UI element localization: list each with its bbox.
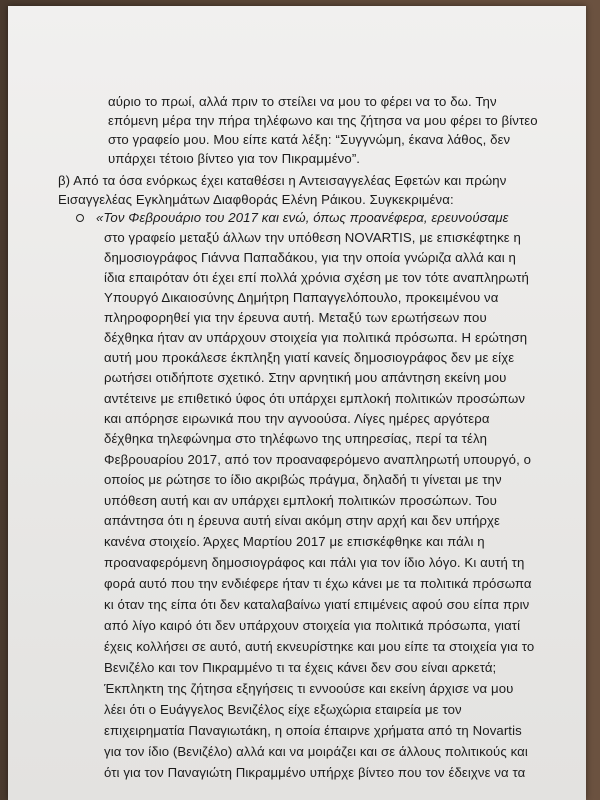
quote-line: πληροφορηθεί για την έρευνα αυτή. Μεταξύ των ερωτήσεων που [104,310,487,325]
quote-line: για τον ίδιο (Βενιζέλο) αλλά και να μοιράζει και σε άλλους πολιτικούς και [104,744,528,759]
intro-line: στο γραφείο μου. Μου είπε κατά λέξη: “Συγγνώμη, έκανα λάθος, δεν [108,132,511,147]
quote-line: και απόρησε ειρωνικά που την αγνοούσα. Λίγες ημέρες αργότερα [104,411,490,426]
quote-line: Υπουργό Δικαιοσύνης Δημήτρη Παπαγγελόπουλο, προκειμένου να [104,290,499,305]
section-b-line: β) Από τα όσα ενόρκως έχει καταθέσει η Αντεισαγγελέας Εφετών και πρώην [58,173,507,188]
bullet-circle-icon [76,214,84,222]
quote-line: Έκπληκτη της ζήτησα εξηγήσεις τι εννοούσε και εκείνη άρχισε να μου [104,681,514,696]
quote-line: οποίος με ρώτησε το ίδιο ακριβώς πράγμα, δηλαδή τι γίνεται με την [104,472,502,487]
quote-line: «Τον Φεβρουάριο του 2017 και ενώ, όπως προανέφερα, ερευνούσαμε [96,210,509,225]
quote-line: από λίγο καιρό ότι δεν υπάρχουν στοιχεία για πολιτικά πρόσωπα, γιατί [104,618,521,633]
intro-line: υπάρχει τέτοιο βίντεο για τον Πικραμμένο”. [108,151,361,166]
quote-line: αντέτεινε με επιθετικό ύφος ότι υπάρχει εμπλοκή πολιτικών προσώπων [104,391,526,406]
document-page [8,6,586,800]
quote-line: έχεις κολλήσει σε αυτό, αυτή εκνευρίστηκε και μου είπε τα στοιχεία για το [104,639,535,654]
quote-line: Βενιζέλο και τον Πικραμμένο τι τα έχεις κάνει δεν σου είναι αρκετά; [104,660,497,675]
quote-line: ότι για τον Παναγιώτη Πικραμμένο υπήρχε βίντεο που τον έδειχνε να τα [104,765,526,780]
intro-line: επόμενη μέρα την πήρα τηλέφωνο και της ζήτησα να μου φέρει το βίντεο [108,113,538,128]
quote-line: αυτή μου προκάλεσε έκπληξη γιατί κανείς δημοσιογράφος δεν με είχε [104,350,515,365]
quote-line: ίδια επαιρόταν ότι έχει επί πολλά χρόνια σχέση με τον τότε αναπληρωτή [104,270,529,285]
quote-line: κανένα στοιχείο. Άρχες Μαρτίου 2017 με επισκέφθηκε και πάλι η [104,534,485,549]
quote-line: ρωτήσει οτιδήποτε σχετικό. Στην αρνητική μου απάντηση εκείνη μου [104,370,507,385]
quote-line: Φεβρουαρίου 2017, από τον προαναφερόμενο αναπληρωτή υπουργό, ο [104,452,532,467]
section-b-line: Εισαγγελέας Εγκλημάτων Διαφθοράς Ελένη Ράικου. Συγκεκριμένα: [58,192,454,207]
intro-line: αύριο το πρωί, αλλά πριν το στείλει να μου το φέρει να το δω. Την [108,94,497,109]
quote-line: υπόθεση αυτή και αν υπάρχει εμπλοκή πολιτικών προσώπων. Του [104,493,497,508]
quote-line: προαναφερόμενη δημοσιογράφος και πάλι για τον ίδιο λόγο. Κι αυτή τη [104,555,525,570]
quote-line: φορά αυτό που την ενδιέφερε ήταν τι έχω κάνει με τα πολιτικά πρόσωπα [104,576,532,591]
quote-line: κι όταν της είπα ότι δεν καταλαβαίνω γιατί επιμένεις αφού σου είπα πριν [104,597,530,612]
quote-line: στο γραφείο μεταξύ άλλων την υπόθεση NOVARTIS, με επισκέφτηκε η [104,230,521,245]
quote-line: δέχθηκα ήταν αν υπάρχουν στοιχεία για πολιτικά πρόσωπα. Η ερώτηση [104,330,528,345]
quote-line: λέει ότι ο Ευάγγελος Βενιζέλος είχε εξωχώρια εταιρεία με τον [104,702,462,717]
quote-line: δημοσιογράφος Γιάννα Παπαδάκου, για την οποία γνώριζα αλλά και η [104,250,516,265]
quote-line: απάντησα ότι η έρευνα αυτή είναι ακόμη στην αρχή και δεν υπήρχε [104,513,501,528]
quote-line: δέχθηκα τηλεφώνημα στο τηλέφωνο της υπηρεσίας, περί τα τέλη [104,431,488,446]
quote-line: επιχειρηματία Παναγιωτάκη, η οποία έπαιρνε χρήματα από τη Novartis [104,723,522,738]
